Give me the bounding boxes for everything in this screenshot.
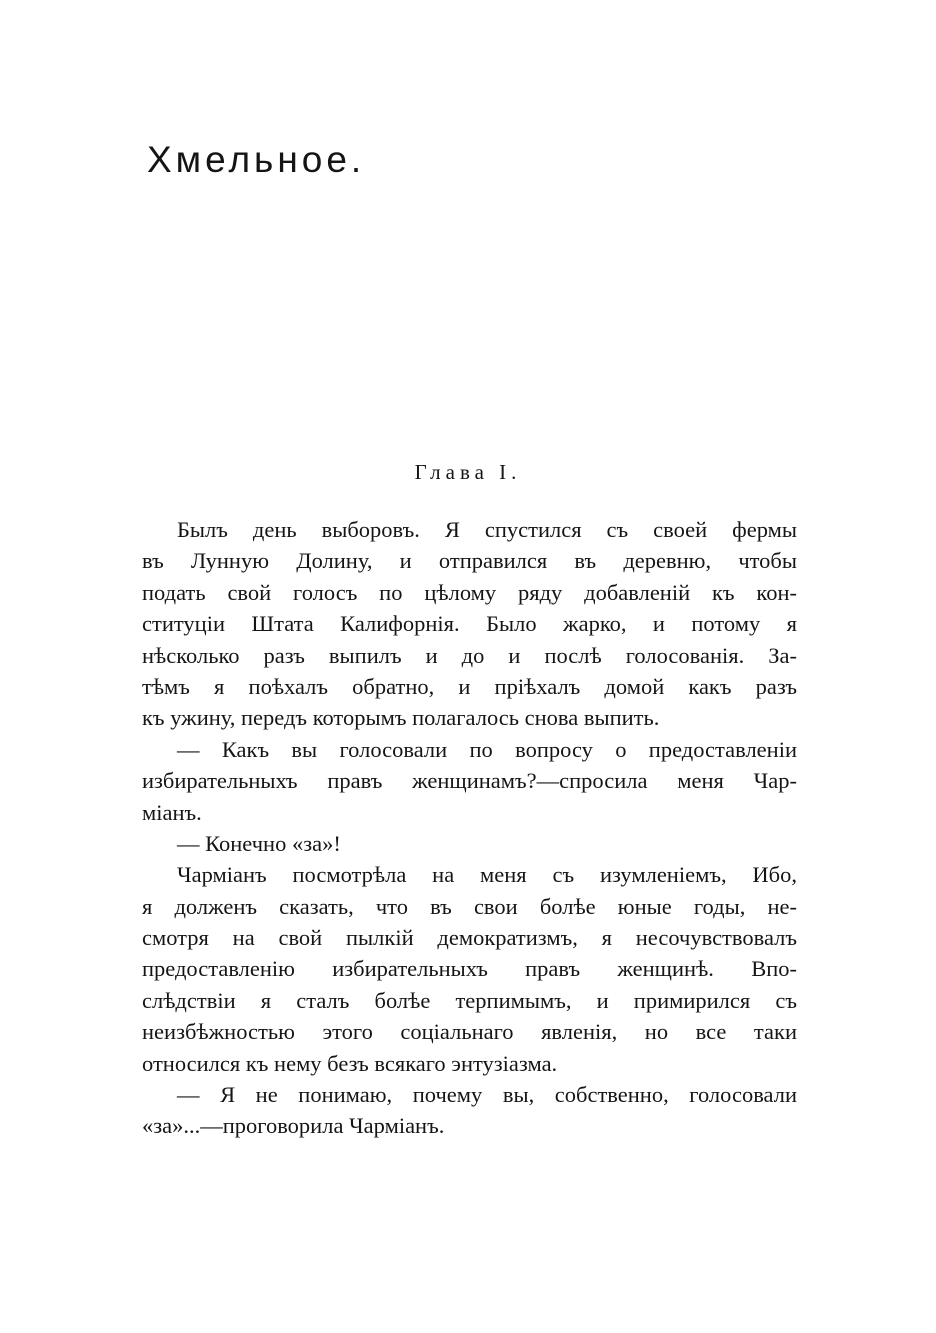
text-line: къ ужину, передъ которымъ полагалось снова выпить. — [142, 705, 660, 731]
text-line: — Конечно «за»! — [177, 830, 341, 856]
text-line: Чарміанъ посмотрѣла на меня съ изумленіемъ, Ибо, — [177, 862, 797, 888]
text-line: — Какъ вы голосовали по вопросу о предоставленіи — [177, 736, 797, 762]
text-line: избирательныхъ правъ женщинамъ?—спросила меня Чар- — [142, 768, 797, 794]
paragraph — [142, 859, 797, 1079]
chapter-text — [142, 514, 797, 1142]
text-line: относился къ нему безъ всякаго энтузіазма. — [142, 1050, 558, 1076]
text-line: Былъ день выборовъ. Я спустился съ своей фермы — [177, 517, 797, 542]
text-line: міанъ. — [142, 799, 202, 825]
text-line: неизбѣжностью этого соціальнаго явленія, но все таки — [142, 1019, 797, 1045]
text-line: слѣдствіи я сталъ болѣе терпимымъ, и примирился съ — [142, 987, 797, 1013]
chapter-heading: Глава I. — [414, 460, 522, 484]
text-line: ституціи Штата Калифорнія. Было жарко, и потому я — [142, 611, 797, 637]
text-line: нѣсколько разъ выпилъ и до и послѣ голосованія. За- — [142, 642, 797, 668]
text-line: я долженъ сказать, что въ свои болѣе юные годы, не- — [142, 893, 797, 919]
text-line: предоставленію избирательныхъ правъ женщинѣ. Впо- — [142, 956, 797, 982]
paragraph — [142, 828, 797, 859]
paragraph — [142, 514, 797, 734]
text-line: «за»...—проговорила Чарміанъ. — [142, 1113, 445, 1139]
text-line: — Я не понимаю, почему вы, собственно, голосовали — [177, 1082, 797, 1108]
text-line: въ Лунную Долину, и отправился въ деревню, чтобы — [142, 548, 797, 574]
paragraph — [142, 734, 797, 828]
text-line: тѣмъ я поѣхалъ обратно, и пріѣхалъ домой какъ разъ — [142, 673, 797, 699]
text-line: подать свой голосъ по цѣлому ряду добавленій къ кон- — [142, 579, 797, 605]
book-title: Хмельное. — [147, 139, 366, 180]
paragraph — [142, 1079, 797, 1142]
text-line: смотря на свой пылкій демократизмъ, я несочувствовалъ — [142, 925, 797, 951]
